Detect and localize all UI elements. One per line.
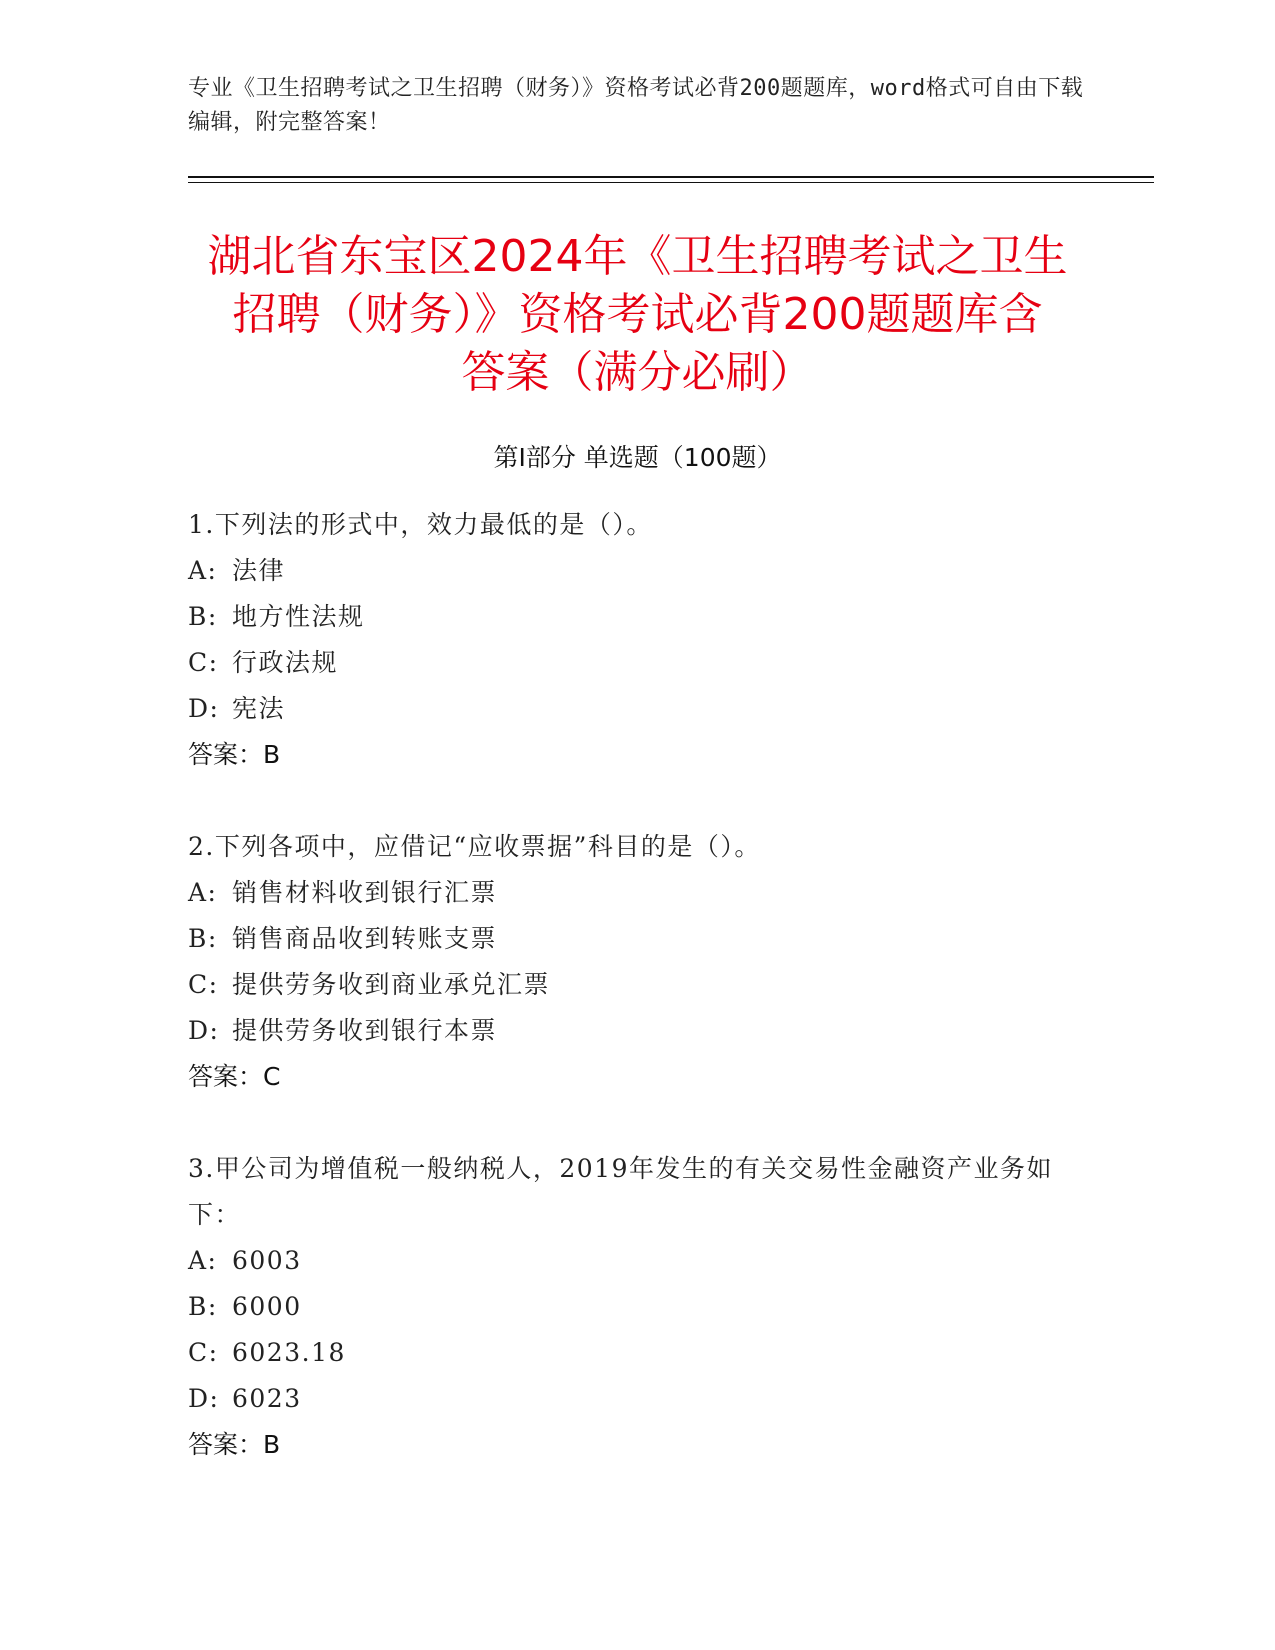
option-a bbox=[188, 870, 1088, 916]
option-b bbox=[188, 594, 1088, 640]
option-text: 6003 bbox=[232, 1246, 302, 1275]
option-c bbox=[188, 1330, 1088, 1376]
answer-line: 答案：B bbox=[188, 1430, 281, 1459]
option-a bbox=[188, 1238, 1088, 1284]
option-letter: B: bbox=[188, 602, 218, 631]
option-text: 提供劳务收到商业承兑汇票 bbox=[232, 970, 551, 999]
option-letter: A: bbox=[188, 556, 218, 585]
header-note: 专业《卫生招聘考试之卫生招聘（财务）》资格考试必背200题题库，word格式可自由下载编辑，附完整答案！ bbox=[188, 76, 1084, 135]
question-stem: 3.甲公司为增值税一般纳税人，2019年发生的有关交易性金融资产业务如下： bbox=[188, 1154, 1053, 1229]
option-a bbox=[188, 548, 1088, 594]
question-1 bbox=[188, 502, 1088, 778]
option-letter: A: bbox=[188, 878, 218, 907]
option-b bbox=[188, 1284, 1088, 1330]
question-stem: 1.下列法的形式中，效力最低的是（）。 bbox=[188, 510, 653, 539]
section-heading: 第Ⅰ部分 单选题（100题） bbox=[493, 443, 782, 472]
option-letter: D: bbox=[188, 694, 220, 723]
option-letter: C: bbox=[188, 648, 219, 677]
option-d bbox=[188, 1008, 1088, 1054]
option-text: 宪法 bbox=[232, 694, 286, 723]
option-d bbox=[188, 686, 1088, 732]
option-d bbox=[188, 1376, 1088, 1422]
option-c bbox=[188, 640, 1088, 686]
title-line-2: 招聘（财务）》资格考试必背200题题库含 bbox=[232, 289, 1043, 340]
answer-line: 答案：C bbox=[188, 1062, 281, 1091]
document-title bbox=[160, 228, 1115, 402]
option-letter: D: bbox=[188, 1384, 220, 1413]
option-letter: C: bbox=[188, 970, 219, 999]
option-text: 提供劳务收到银行本票 bbox=[232, 1016, 498, 1045]
question-2 bbox=[188, 824, 1088, 1100]
question-stem: 2.下列各项中，应借记“应收票据”科目的是（）。 bbox=[188, 832, 761, 861]
option-letter: D: bbox=[188, 1016, 220, 1045]
question-3 bbox=[188, 1146, 1088, 1468]
option-letter: A: bbox=[188, 1246, 218, 1275]
title-line-1: 湖北省东宝区2024年《卫生招聘考试之卫生 bbox=[207, 231, 1068, 282]
title-line-3: 答案（满分必刷） bbox=[461, 347, 814, 398]
header-divider-thin bbox=[188, 182, 1154, 183]
option-text: 6000 bbox=[232, 1292, 302, 1321]
option-text: 销售商品收到转账支票 bbox=[232, 924, 498, 953]
option-text: 法律 bbox=[232, 556, 286, 585]
option-text: 销售材料收到银行汇票 bbox=[232, 878, 498, 907]
header-divider-thick bbox=[188, 176, 1154, 178]
option-text: 行政法规 bbox=[232, 648, 339, 677]
option-text: 6023.18 bbox=[232, 1338, 346, 1367]
option-letter: C: bbox=[188, 1338, 219, 1367]
option-text: 6023 bbox=[232, 1384, 302, 1413]
option-letter: B: bbox=[188, 1292, 218, 1321]
option-b bbox=[188, 916, 1088, 962]
option-letter: B: bbox=[188, 924, 218, 953]
option-c bbox=[188, 962, 1088, 1008]
answer-line: 答案：B bbox=[188, 740, 281, 769]
option-text: 地方性法规 bbox=[232, 602, 365, 631]
